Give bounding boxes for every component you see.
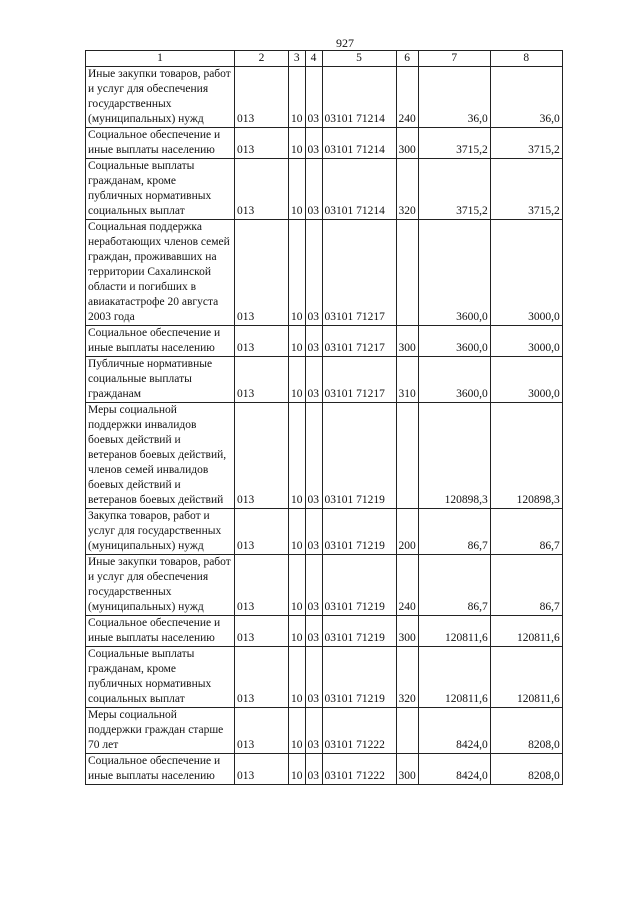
expense-type-code: 300 (396, 616, 418, 647)
subsection-code: 03 (305, 708, 322, 754)
amount-year-1: 86,7 (418, 509, 490, 555)
admin-code: 013 (235, 708, 289, 754)
target-code: 03101 71219 (322, 555, 396, 616)
admin-code: 013 (235, 509, 289, 555)
expense-type-code (396, 708, 418, 754)
section-code: 10 (289, 67, 306, 128)
expense-type-code: 320 (396, 647, 418, 708)
target-code: 03101 71222 (322, 708, 396, 754)
table-row (86, 220, 563, 326)
subsection-code: 03 (305, 754, 322, 785)
table-row (86, 67, 563, 128)
row-name: Иные закупки товаров, работ и услуг для обеспечения государственных (муниципальных) нужд (86, 555, 235, 616)
row-name: Меры социальной поддержки инвалидов боевых действий и ветеранов боевых действий, членов семей инвалидов боевых действий и ветеранов боевых действий (86, 403, 235, 509)
admin-code: 013 (235, 357, 289, 403)
row-name: Меры социальной поддержки граждан старше 70 лет (86, 708, 235, 754)
column-header: 4 (305, 51, 322, 67)
expense-type-code: 300 (396, 128, 418, 159)
table-row (86, 128, 563, 159)
target-code: 03101 71217 (322, 220, 396, 326)
section-code: 10 (289, 357, 306, 403)
column-header: 5 (322, 51, 396, 67)
section-code: 10 (289, 220, 306, 326)
expense-type-code: 300 (396, 326, 418, 357)
section-code: 10 (289, 708, 306, 754)
expense-type-code: 240 (396, 67, 418, 128)
amount-year-2: 3000,0 (490, 357, 562, 403)
amount-year-1: 3715,2 (418, 128, 490, 159)
subsection-code: 03 (305, 616, 322, 647)
subsection-code: 03 (305, 128, 322, 159)
header-row (86, 51, 563, 67)
table-row (86, 403, 563, 509)
row-name: Иные закупки товаров, работ и услуг для обеспечения государственных (муниципальных) нужд (86, 67, 235, 128)
table-row (86, 509, 563, 555)
target-code: 03101 71222 (322, 754, 396, 785)
row-name: Социальное обеспечение и иные выплаты населению (86, 326, 235, 357)
table-row (86, 708, 563, 754)
amount-year-1: 3715,2 (418, 159, 490, 220)
subsection-code: 03 (305, 647, 322, 708)
amount-year-1: 3600,0 (418, 220, 490, 326)
row-name: Социальное обеспечение и иные выплаты населению (86, 128, 235, 159)
expense-type-code: 200 (396, 509, 418, 555)
target-code: 03101 71217 (322, 357, 396, 403)
admin-code: 013 (235, 555, 289, 616)
amount-year-1: 120811,6 (418, 616, 490, 647)
column-header: 8 (490, 51, 562, 67)
amount-year-2: 3715,2 (490, 159, 562, 220)
row-name: Публичные нормативные социальные выплаты гражданам (86, 357, 235, 403)
admin-code: 013 (235, 616, 289, 647)
amount-year-2: 36,0 (490, 67, 562, 128)
column-header: 6 (396, 51, 418, 67)
expense-type-code: 320 (396, 159, 418, 220)
target-code: 03101 71219 (322, 509, 396, 555)
target-code: 03101 71214 (322, 159, 396, 220)
budget-table (85, 50, 563, 785)
table-row (86, 647, 563, 708)
table-row (86, 555, 563, 616)
row-name: Социальные выплаты гражданам, кроме публичных нормативных социальных выплат (86, 159, 235, 220)
column-header: 1 (86, 51, 235, 67)
section-code: 10 (289, 509, 306, 555)
amount-year-1: 120811,6 (418, 647, 490, 708)
expense-type-code (396, 403, 418, 509)
expense-type-code: 240 (396, 555, 418, 616)
section-code: 10 (289, 555, 306, 616)
subsection-code: 03 (305, 220, 322, 326)
column-header: 3 (289, 51, 306, 67)
amount-year-2: 3000,0 (490, 326, 562, 357)
section-code: 10 (289, 159, 306, 220)
amount-year-2: 120898,3 (490, 403, 562, 509)
target-code: 03101 71219 (322, 647, 396, 708)
subsection-code: 03 (305, 509, 322, 555)
amount-year-1: 8424,0 (418, 754, 490, 785)
row-name: Социальное обеспечение и иные выплаты населению (86, 616, 235, 647)
amount-year-2: 3715,2 (490, 128, 562, 159)
page-number: 927 (336, 36, 354, 50)
amount-year-1: 120898,3 (418, 403, 490, 509)
column-header: 7 (418, 51, 490, 67)
admin-code: 013 (235, 67, 289, 128)
section-code: 10 (289, 616, 306, 647)
target-code: 03101 71217 (322, 326, 396, 357)
target-code: 03101 71214 (322, 128, 396, 159)
section-code: 10 (289, 403, 306, 509)
expense-type-code: 310 (396, 357, 418, 403)
column-header: 2 (235, 51, 289, 67)
subsection-code: 03 (305, 403, 322, 509)
table-row (86, 754, 563, 785)
section-code: 10 (289, 326, 306, 357)
amount-year-1: 3600,0 (418, 357, 490, 403)
expense-type-code (396, 220, 418, 326)
admin-code: 013 (235, 220, 289, 326)
table-row (86, 326, 563, 357)
table-row (86, 159, 563, 220)
target-code: 03101 71219 (322, 616, 396, 647)
amount-year-1: 3600,0 (418, 326, 490, 357)
subsection-code: 03 (305, 67, 322, 128)
amount-year-1: 36,0 (418, 67, 490, 128)
row-name: Закупка товаров, работ и услуг для государственных (муниципальных) нужд (86, 509, 235, 555)
subsection-code: 03 (305, 555, 322, 616)
amount-year-2: 86,7 (490, 509, 562, 555)
amount-year-2: 120811,6 (490, 647, 562, 708)
admin-code: 013 (235, 326, 289, 357)
amount-year-2: 8208,0 (490, 754, 562, 785)
admin-code: 013 (235, 159, 289, 220)
admin-code: 013 (235, 754, 289, 785)
admin-code: 013 (235, 647, 289, 708)
row-name: Социальное обеспечение и иные выплаты населению (86, 754, 235, 785)
subsection-code: 03 (305, 357, 322, 403)
subsection-code: 03 (305, 326, 322, 357)
admin-code: 013 (235, 128, 289, 159)
amount-year-2: 3000,0 (490, 220, 562, 326)
row-name: Социальные выплаты гражданам, кроме публичных нормативных социальных выплат (86, 647, 235, 708)
section-code: 10 (289, 128, 306, 159)
admin-code: 013 (235, 403, 289, 509)
row-name: Социальная поддержка неработающих членов семей граждан, проживавших на территории Сахалинской области и погибших в авиакатастрофе 20 августа 2003 года (86, 220, 235, 326)
target-code: 03101 71214 (322, 67, 396, 128)
amount-year-2: 8208,0 (490, 708, 562, 754)
section-code: 10 (289, 647, 306, 708)
section-code: 10 (289, 754, 306, 785)
expense-type-code: 300 (396, 754, 418, 785)
amount-year-2: 86,7 (490, 555, 562, 616)
table-row (86, 357, 563, 403)
subsection-code: 03 (305, 159, 322, 220)
target-code: 03101 71219 (322, 403, 396, 509)
amount-year-2: 120811,6 (490, 616, 562, 647)
amount-year-1: 86,7 (418, 555, 490, 616)
table-row (86, 616, 563, 647)
amount-year-1: 8424,0 (418, 708, 490, 754)
